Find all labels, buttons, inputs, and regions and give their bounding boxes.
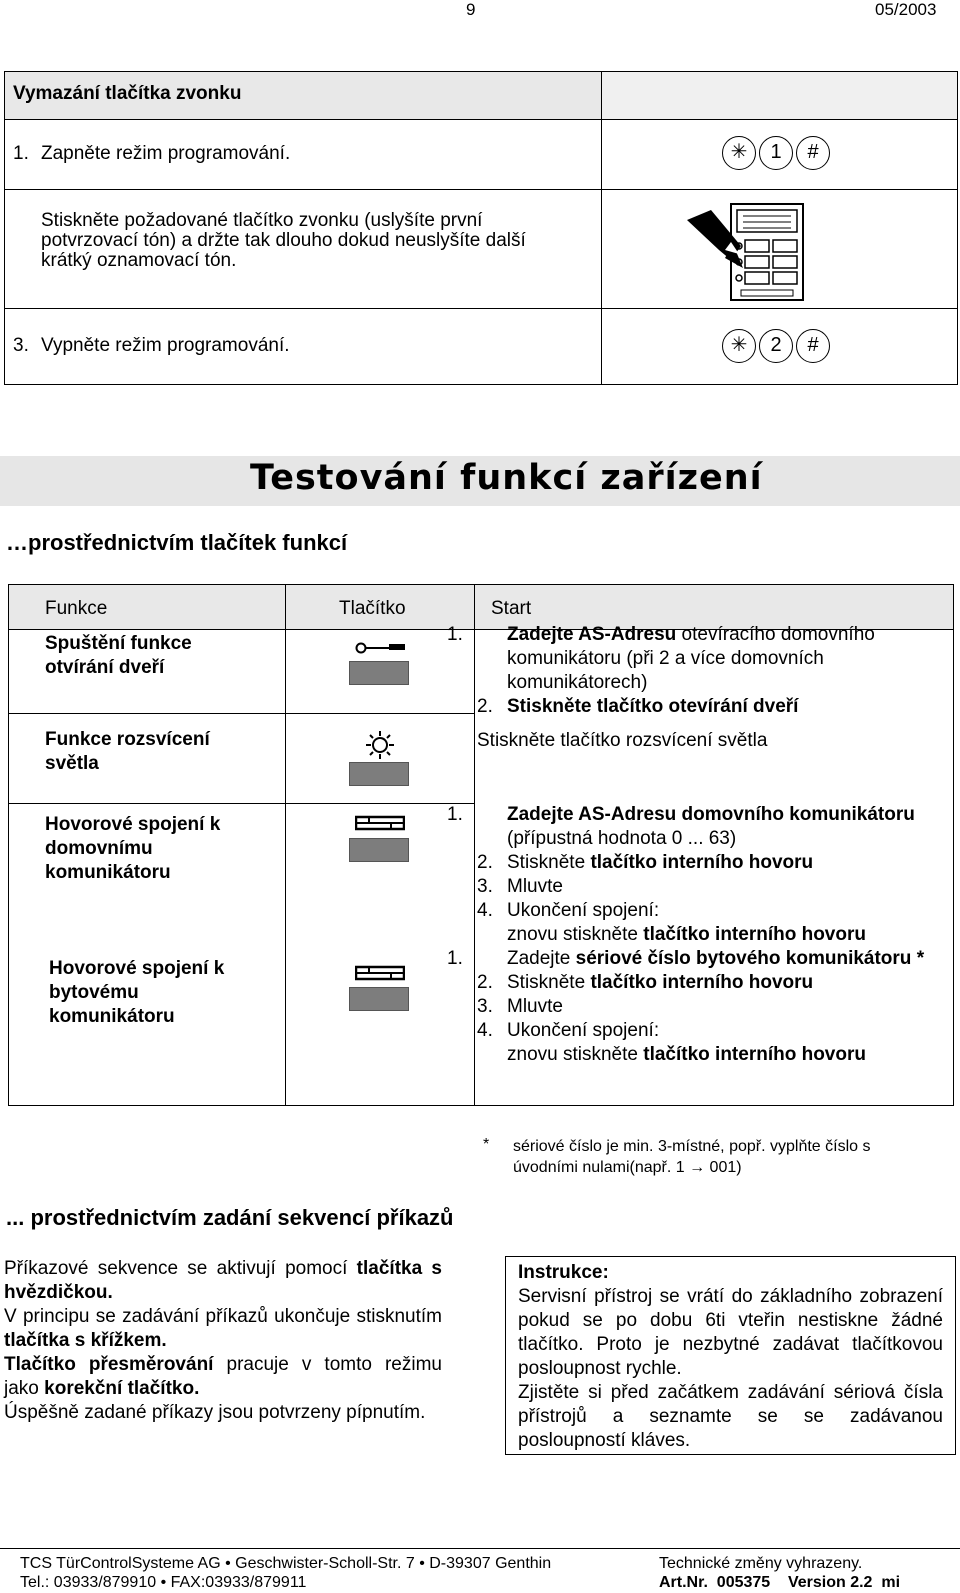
key-sequence-1: [719, 136, 830, 170]
header-start: Start: [491, 598, 532, 619]
doorbell-panel-press-icon: [685, 198, 809, 306]
function-test-table: [8, 584, 954, 1106]
footer-left: [20, 1554, 551, 1592]
paragraph-4: Úspěšně zadané příkazy jsou potvrzeny pípnutím.: [4, 1402, 426, 1423]
footer-right: [659, 1554, 900, 1592]
function-light: Funkce rozsvícení světla: [45, 729, 210, 774]
key-sequence-2: [719, 329, 830, 363]
header-function: Funkce: [45, 598, 108, 619]
step-1: 1. Zapněte režim programování.: [13, 143, 291, 164]
internal-call-button-icon: [349, 838, 409, 862]
footer-company: TCS TürControlSysteme AG • Geschwister-Scholl-Str. 7 • D-39307 Genthin: [20, 1555, 552, 1572]
intercom-handset-icon: [355, 965, 405, 981]
function-call-door-station: Hovorové spojení k domovnímu komunikátoru: [45, 814, 221, 883]
asterisk-key-icon: ✳: [722, 329, 756, 363]
footer-divider: [0, 1548, 960, 1549]
function-door-open: Spuštění funkce otvírání dveří: [45, 633, 192, 678]
internal-call-button-icon: [349, 987, 409, 1011]
door-start-step-2: 2. Stiskněte tlačítko otevírání dveří: [477, 696, 799, 717]
digit-key-icon: 1: [759, 136, 793, 170]
light-bulb-icon: [363, 730, 397, 760]
sequence-description: [4, 1257, 442, 1425]
door-open-button-icon: [349, 661, 409, 685]
footnote-star: *: [483, 1136, 490, 1153]
section-title: Testování funkcí zařízení: [250, 458, 763, 498]
page-number: 9: [466, 0, 476, 19]
intercom-handset-icon: [355, 815, 405, 831]
key-icon: [355, 641, 405, 655]
subtitle-buttons: …prostřednictvím tlačítek funkcí: [6, 530, 348, 555]
instructions-box: [505, 1256, 956, 1455]
paragraph-2: V principu se zadávání příkazů ukončuje stisknutím tlačítka s křížkem.: [4, 1306, 442, 1351]
step-3: 3. Vypněte režim programování.: [13, 335, 290, 356]
apartment-station-steps: 1. Zadejte sériové číslo bytového komunikátoru * 2. Stiskněte tlačítko interního hovoru 3. Mluvte 4. Ukončení spojení: znovu stiskněte tlačítko interního hovoru: [447, 948, 925, 1065]
delete-section-title: Vymazání tlačítka zvonku: [13, 83, 242, 104]
light-start: Stiskněte tlačítko rozsvícení světla: [477, 730, 768, 751]
door-station-steps: 1. Zadejte AS-Adresu domovního komunikátoru (přípustná hodnota 0 ... 63) 2. Stiskněte tlačítko interního hovoru 3. Mluvte 4. Ukončení spojení: znovu stiskněte tlačítko interního hovoru: [447, 804, 915, 945]
function-call-apartment-station: Hovorové spojení k bytovému komunikátoru: [49, 958, 225, 1027]
document-date: 05/2003: [875, 0, 937, 19]
header-button: Tlačítko: [339, 598, 406, 619]
footer-contact: Tel.: 03933/879910 • FAX:03933/879911: [20, 1574, 307, 1591]
step-2: Stiskněte požadované tlačítko zvonku (uslyšíte první potvrzovací tón) a držte tak dlouho dokud neuslyšíte další krátký oznamovací tón.: [41, 210, 526, 271]
paragraph-3: Tlačítko přesměrování pracuje v tomto režimu jako korekční tlačítko.: [4, 1354, 442, 1399]
hash-key-icon: #: [796, 136, 830, 170]
instructions-paragraph-1: Servisní přístroj se vrátí do základního zobrazení pokud se po dobu 6ti vteřin nestiskne žádné tlačítko. Proto je nezbytné zadávat tlačítkovou posloupnost rychle.: [518, 1286, 943, 1379]
arrow-right-icon: →: [689, 1159, 706, 1176]
footnote-text: sériové číslo je min. 3-místné, popř. vyplňte číslo s úvodními nulami(např. 1 → 001): [513, 1138, 871, 1176]
door-start-step-1: 1. Zadejte AS-Adresu otevíracího domovního komunikátoru (při 2 a více domovních komunikátorech): [447, 624, 875, 693]
instructions-title: Instrukce:: [518, 1262, 609, 1283]
subtitle-sequence: ... prostřednictvím zadání sekvencí příkazů: [6, 1205, 454, 1230]
asterisk-key-icon: ✳: [722, 136, 756, 170]
light-button-icon: [349, 762, 409, 786]
instructions-paragraph-2: Zjistěte si před začátkem zadávání sériová čísla přístrojů a seznamte se se zadávanou posloupností kláves.: [518, 1382, 943, 1451]
footer-changes: Technické změny vyhrazeny.: [659, 1555, 863, 1572]
delete-button-table: [4, 71, 958, 385]
hash-key-icon: #: [796, 329, 830, 363]
footer-article: Art.Nr. 005375 Version 2.2 mi: [659, 1574, 901, 1591]
paragraph-1: Příkazové sekvence se aktivují pomocí tlačítka s hvězdičkou.: [4, 1258, 442, 1303]
digit-key-icon: 2: [759, 329, 793, 363]
